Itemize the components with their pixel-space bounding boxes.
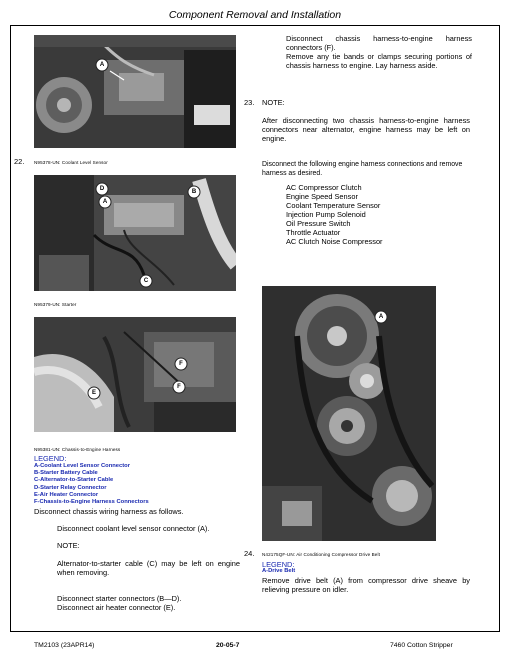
connection-item: Throttle Actuator	[286, 228, 341, 237]
header-rule	[10, 25, 500, 26]
legend-title: LEGEND:	[34, 454, 67, 463]
step-c-text: Disconnect air heater connector (E).	[57, 603, 176, 612]
callout-label: B	[191, 189, 197, 195]
legend-item: C-Alternator-to-Starter Cable	[34, 477, 114, 484]
legend-item: E-Air Heater Connector	[34, 491, 99, 498]
step-23-note: NOTE:	[262, 98, 285, 107]
callout-label: E	[91, 390, 97, 396]
connection-item: Oil Pressure Switch	[286, 219, 351, 228]
step-a-text: Disconnect coolant level sensor connector (A).	[57, 524, 210, 533]
legend-list	[34, 463, 149, 506]
legend-item: A-Coolant Level Sensor Connector	[34, 463, 130, 469]
photo-coolant-level-sensor	[34, 175, 236, 291]
note-label: NOTE:	[57, 541, 80, 550]
note-text: Alternator-to-starter cable (C) may be left on engine when removing.	[57, 559, 240, 577]
left-border	[10, 25, 11, 631]
connection-item: Engine Speed Sensor	[286, 192, 358, 201]
callout-label: F	[177, 384, 181, 390]
step-b-text: Disconnect starter connectors (B—D).	[57, 594, 182, 603]
step-24-text: Remove drive belt (A) from compressor drive sheave by relieving pressure on idler.	[262, 576, 470, 594]
legend-item: B-Starter Battery Cable	[34, 470, 98, 477]
photo-caption-chassis-harness: N95381-UN: Chassis-to-Engine Harness	[34, 447, 121, 452]
callout-label: A	[99, 62, 105, 68]
photo2-caption: N95378-UN: Coolant Level Sensor	[34, 160, 108, 165]
right-border	[499, 25, 500, 631]
photo4-caption: N42175QF-UN: Air Conditioning Compressor Drive Belt	[262, 552, 380, 557]
photo-starter	[34, 317, 236, 432]
connection-item: AC Clutch Noise Compressor	[286, 237, 383, 246]
footer-product-name: 7460 Cotton Stripper	[390, 642, 453, 649]
connection-item: Injection Pump Solenoid	[286, 210, 366, 219]
callout-label: F	[179, 361, 183, 367]
legend-item: F-Chassis-to-Engine Harness Connectors	[34, 499, 149, 506]
legend-item-drive-belt: A-Drive Belt	[262, 568, 296, 574]
callout-label: A	[102, 199, 108, 205]
connection-item: Coolant Temperature Sensor	[286, 201, 381, 210]
step-23-text: After disconnecting two chassis harness-to-engine harness connectors near alternator, engine harness may be left on engine.	[262, 116, 470, 143]
page-header-title: Component Removal and Installation	[168, 9, 342, 21]
photo-chassis-harness	[34, 35, 236, 148]
step-24-number: 24.	[244, 549, 255, 558]
disconnect-intro: Disconnect the following engine harness connections and remove harness as desired.	[262, 161, 463, 177]
footer-doc-id: TM2103 (23APR14)	[34, 642, 95, 649]
callout-label: D	[99, 186, 105, 192]
connection-item: AC Compressor Clutch	[286, 183, 362, 192]
legend-item: D-Starter Relay Connector	[34, 484, 107, 491]
footer-rule	[10, 631, 500, 632]
step-23-number: 23.	[244, 98, 255, 107]
connection-list	[286, 183, 383, 246]
legend-title-right: LEGEND:	[262, 560, 295, 569]
footer-page-number: 20-05-7	[216, 642, 240, 649]
step-22-number: 22.	[14, 157, 25, 166]
photo-compressor-drive-belt	[262, 286, 436, 541]
callout-label: C	[143, 278, 149, 284]
callout-label: A	[378, 314, 384, 320]
step-f2-text: Remove any tie bands or clamps securing portions of chassis harness to engine. Lay harness aside.	[286, 52, 472, 70]
photo3-caption: N95379-UN: Starter	[34, 302, 77, 307]
step-f1-text: Disconnect chassis harness-to-engine harness connectors (F).	[286, 34, 472, 52]
instruction-text: Disconnect chassis wiring harness as follows.	[34, 507, 184, 516]
